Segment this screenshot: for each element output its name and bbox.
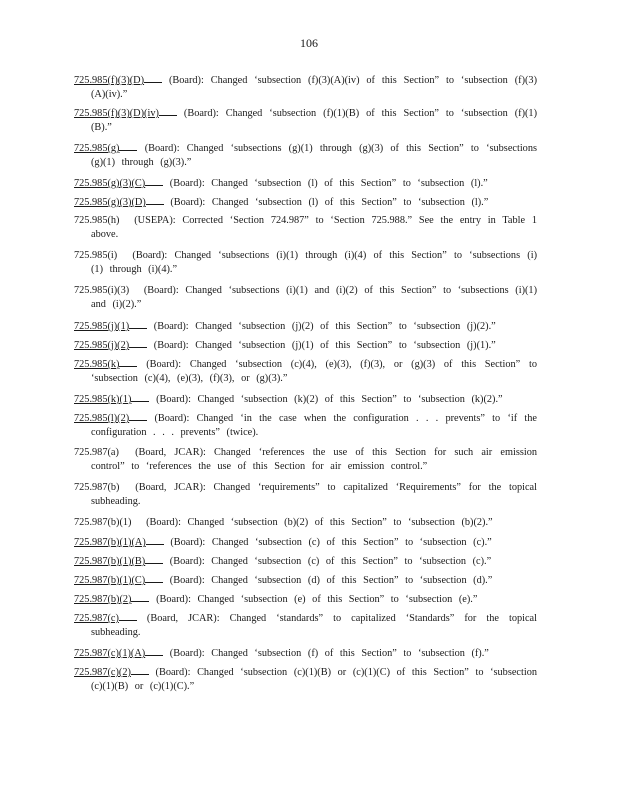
change-entry — [74, 319, 537, 334]
section-citation: 725.985(j)(1) — [74, 321, 130, 332]
section-citation: 725.985(f)(3)(D)(iv) — [74, 108, 159, 119]
change-description: (Board): Changed ‘subsection (k)(2) of this Section” to ‘subsection (k)(2).” — [156, 394, 503, 405]
change-entry — [74, 392, 537, 407]
section-citation: 725.987(b) — [74, 482, 120, 493]
citation-underline-gap — [146, 535, 164, 545]
section-citation: 725.987(b)(1)(A) — [74, 537, 146, 548]
change-entry — [74, 106, 537, 134]
change-description: (Board): Changed ‘subsection (c)(4), (e)(3), (f)(3), or (g)(3) of this Section” to ‘subsection (c)(4), (e)(3), (f)(3), or (g)(3).” — [91, 359, 537, 384]
change-entry — [74, 284, 537, 311]
citation-underline-gap — [129, 319, 147, 329]
citation-underline-gap — [119, 357, 137, 367]
change-description: (Board): Changed ‘subsections (i)(1) and (i)(2) of this Section” to ‘subsections (i)(1) and (i)(2).” — [91, 285, 538, 310]
section-citation: 725.985(g)(3)(D) — [74, 197, 146, 208]
change-entry — [74, 249, 537, 276]
change-entry — [74, 516, 537, 530]
section-citation: 725.987(b)(1)(B) — [74, 556, 146, 567]
change-entry — [74, 446, 537, 473]
section-citation: 725.985(g)(3)(C) — [74, 178, 146, 189]
citation-underline-gap — [131, 516, 139, 525]
citation-underline-gap — [146, 195, 164, 205]
change-description: (Board): Changed ‘subsection (c) of this Section” to ‘subsection (c).” — [169, 556, 492, 567]
citation-underline-gap — [145, 176, 163, 186]
change-entry — [74, 141, 537, 169]
change-description: (Board): Changed ‘subsection (l) of this Section” to ‘subsection (l).” — [170, 197, 489, 208]
section-citation: 725.985(g) — [74, 143, 120, 154]
change-description: (Board): Changed ‘subsection (c)(1)(B) or (c)(1)(C) of this Section” to ‘subsection (c)(1)(B) or (c)(1)(C).” — [91, 667, 538, 692]
change-entry — [74, 535, 537, 550]
citation-underline-gap — [119, 611, 137, 621]
section-citation: 725.985(l)(2) — [74, 413, 130, 424]
citation-underline-gap — [131, 665, 149, 675]
change-description: (Board): Changed ‘subsection (f)(1)(B) of this Section” to ‘subsection (f)(1)(B).” — [91, 108, 538, 133]
citation-underline-gap — [117, 249, 125, 258]
section-citation: 725.985(k)(1) — [74, 394, 132, 405]
change-description: (Board): Changed ‘subsections (g)(1) through (g)(3) of this Section” to ‘subsections (g)(1) through (g)(3).” — [91, 143, 537, 168]
citation-underline-gap — [119, 446, 127, 455]
citation-underline-gap — [119, 141, 137, 151]
section-citation: 725.987(a) — [74, 447, 119, 458]
citation-underline-gap — [145, 573, 163, 583]
change-entry — [74, 73, 537, 101]
change-description: (Board, JCAR): Changed ‘references the use of this Section for such air emission control” to ‘references the use of this Section for air emission control.” — [91, 447, 537, 472]
change-description: (Board): Changed ‘subsection (j)(2) of this Section” to ‘subsection (j)(2).” — [153, 321, 496, 332]
change-entry — [74, 554, 537, 569]
change-description: (Board): Changed ‘subsection (e) of this Section” to ‘subsection (e).” — [156, 594, 478, 605]
section-citation: 725.985(i) — [74, 250, 118, 261]
change-entry — [74, 357, 537, 385]
change-entry — [74, 338, 537, 353]
section-citation: 725.987(c) — [74, 613, 119, 624]
change-entry — [74, 481, 537, 508]
citation-underline-gap — [131, 592, 149, 602]
section-citation: 725.985(i)(3) — [74, 285, 130, 296]
section-citation: 725.987(b)(1)(C) — [74, 575, 146, 586]
section-citation: 725.985(j)(2) — [74, 340, 130, 351]
section-citation: 725.985(k) — [74, 359, 120, 370]
citation-underline-gap — [145, 646, 163, 656]
section-citation: 725.985(f)(3)(D) — [74, 75, 145, 86]
change-description: (Board): Changed ‘subsection (l) of this Section” to ‘subsection (l).” — [169, 178, 488, 189]
change-entry — [74, 214, 537, 241]
change-entry — [74, 611, 537, 639]
citation-underline-gap — [119, 214, 127, 223]
citation-underline-gap — [145, 554, 163, 564]
change-entry — [74, 176, 537, 191]
change-description: (Board): Changed ‘in the case when the configuration . . . prevents” to ‘if the configuration . . . prevents” (twice). — [91, 413, 537, 438]
citation-underline-gap — [159, 106, 177, 116]
change-description: (Board): Changed ‘subsections (i)(1) through (i)(4) of this Section” to ‘subsections (i)(1) through (i)(4).” — [91, 250, 537, 275]
change-description: (Board): Changed ‘subsection (b)(2) of this Section” to ‘subsection (b)(2).” — [146, 517, 493, 528]
page-number: 106 — [300, 36, 318, 50]
citation-underline-gap — [129, 411, 147, 421]
citation-underline-gap — [131, 392, 149, 402]
change-description: (Board): Changed ‘subsection (f)(3)(A)(iv) of this Section” to ‘subsection (f)(3)(A)(iv).” — [91, 75, 537, 100]
change-description: (USEPA): Corrected ‘Section 724.987” to ‘Section 725.988.” See the entry in Table 1 above. — [91, 215, 537, 240]
change-entry — [74, 665, 537, 693]
citation-underline-gap — [119, 481, 127, 490]
change-entry — [74, 646, 537, 661]
section-citation: 725.987(b)(2) — [74, 594, 132, 605]
change-entry — [74, 195, 537, 210]
section-citation: 725.987(c)(2) — [74, 667, 131, 678]
citation-underline-gap — [129, 338, 147, 348]
change-description: (Board): Changed ‘subsection (c) of this Section” to ‘subsection (c).” — [170, 537, 492, 548]
change-description: (Board): Changed ‘subsection (j)(1) of this Section” to ‘subsection (j)(1).” — [153, 340, 496, 351]
change-entry — [74, 592, 537, 607]
change-entry — [74, 411, 537, 439]
change-entry — [74, 573, 537, 588]
change-description: (Board, JCAR): Changed ‘requirements” to capitalized ‘Requirements” for the topical subheading. — [91, 482, 537, 507]
section-citation: 725.985(h) — [74, 215, 120, 226]
section-citation: 725.987(c)(1)(A) — [74, 648, 146, 659]
citation-underline-gap — [129, 284, 137, 293]
change-description: (Board, JCAR): Changed ‘standards” to capitalized ‘Standards” for the topical subheading. — [91, 613, 537, 638]
change-description: (Board): Changed ‘subsection (f) of this Section” to ‘subsection (f).” — [169, 648, 489, 659]
citation-underline-gap — [144, 73, 162, 83]
section-citation: 725.987(b)(1) — [74, 517, 132, 528]
change-description: (Board): Changed ‘subsection (d) of this Section” to ‘subsection (d).” — [169, 575, 493, 586]
